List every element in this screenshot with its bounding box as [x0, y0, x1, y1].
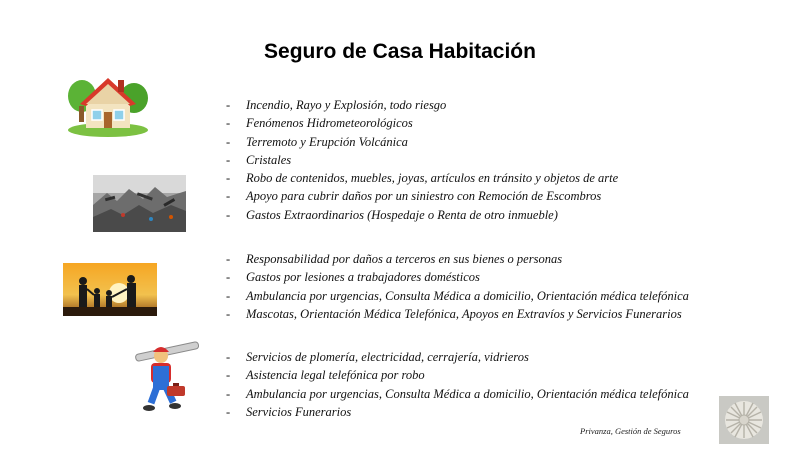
- coverage-list-services: [226, 348, 689, 421]
- list-item: - Robo de contenidos, muebles, joyas, artículos en tránsito y objetos de arte: [226, 169, 618, 187]
- coverage-list-liability: [226, 250, 689, 323]
- plumber-illustration: [133, 336, 203, 416]
- footer-company: Privanza, Gestión de Seguros: [580, 426, 681, 436]
- list-item: - Servicios de plomería, electricidad, cerrajería, vidrieros: [226, 348, 689, 366]
- list-item: - Servicios Funerarios: [226, 403, 689, 421]
- list-item: - Ambulancia por urgencias, Consulta Médica a domicilio, Orientación médica telefónica: [226, 385, 689, 403]
- list-item: - Incendio, Rayo y Explosión, todo riesgo: [226, 96, 618, 114]
- list-item: - Asistencia legal telefónica por robo: [226, 366, 689, 384]
- decorative-seal: [719, 396, 769, 444]
- list-item: - Terremoto y Erupción Volcánica: [226, 133, 618, 151]
- list-item: - Fenómenos Hidrometeorológicos: [226, 114, 618, 132]
- list-item: - Gastos Extraordinarios (Hospedaje o Renta de otro inmueble): [226, 206, 618, 224]
- rubble-photo: [93, 175, 186, 232]
- coverage-list-property: [226, 96, 618, 224]
- list-item: - Gastos por lesiones a trabajadores domésticos: [226, 268, 689, 286]
- list-item: - Cristales: [226, 151, 618, 169]
- family-sunset-photo: [63, 263, 157, 316]
- list-item: - Ambulancia por urgencias, Consulta Médica a domicilio, Orientación médica telefónica: [226, 287, 689, 305]
- list-item: - Responsabilidad por daños a terceros en sus bienes o personas: [226, 250, 689, 268]
- list-item: - Apoyo para cubrir daños por un siniestro con Remoción de Escombros: [226, 187, 618, 205]
- page-title: Seguro de Casa Habitación: [264, 40, 536, 63]
- house-illustration: [66, 66, 150, 138]
- list-item: - Mascotas, Orientación Médica Telefónica, Apoyos en Extravíos y Servicios Funerarios: [226, 305, 689, 323]
